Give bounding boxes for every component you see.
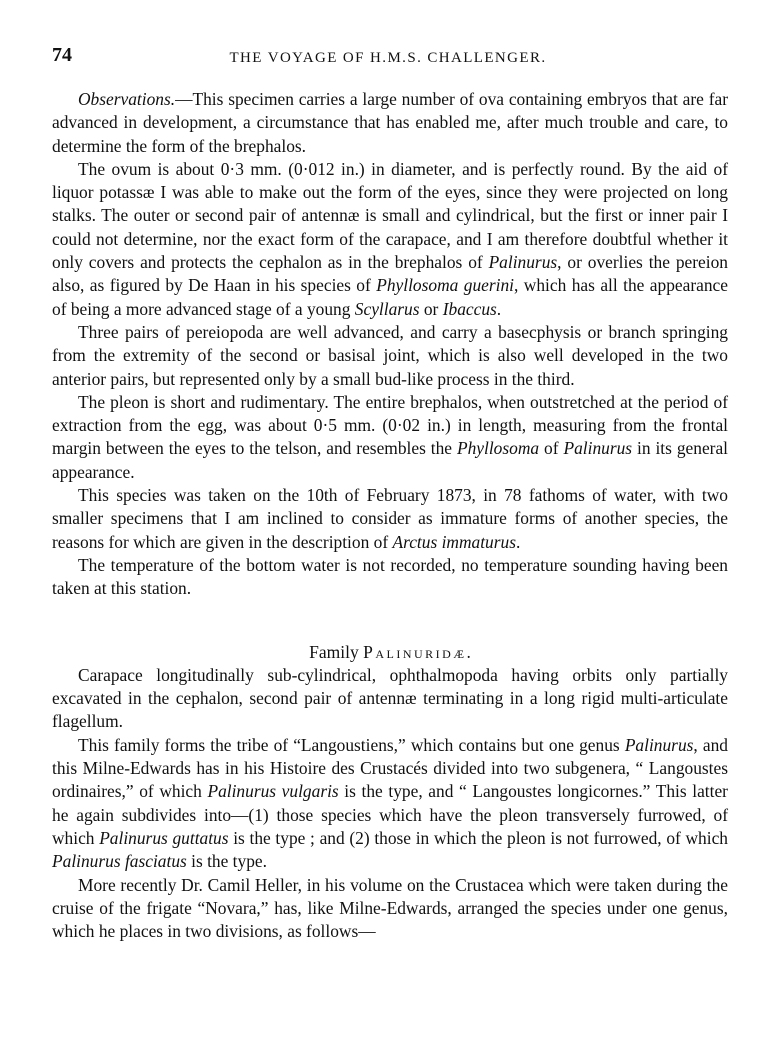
text-run: This species was taken on the 10th of February 1873, in 78 fathoms of water, with two smaller specimens that I am inclined to consider as immature forms of another species, the reasons for which are given in the description of — [52, 485, 728, 552]
text-run: . — [515, 531, 521, 552]
italic-text-run: Palinurus vulgaris — [207, 781, 339, 802]
body-text — [52, 88, 728, 943]
italic-text-run: Ibaccus — [442, 298, 497, 319]
section-heading — [52, 641, 728, 664]
text-run: Carapace longitudinally sub-cylindrical, ophthalmopoda having orbits only partially excavated in the cephalon, second pair of antennæ terminating in a long rigid multi-articulate flagellum. — [52, 664, 728, 732]
paragraph — [52, 874, 728, 944]
text-run: The ovum is about 0·3 mm. (0·012 in.) in diameter, and is perfectly round. By the aid of liquor potassæ I was able to make out the form of the eyes, since they were projected on long stalks. The outer or second pair of antennæ is small and cylindrical, but the first or inner pair I could not determine, nor the exact form of the carapace, and I am therefore doubtful whether it only covers and protects the cephalon as in the brephalos of — [52, 158, 728, 273]
page-header — [52, 44, 724, 70]
text-run: is the type. — [186, 851, 267, 872]
text-run: , and this Milne-Edwards has in his Histoire des Crustacés divided into two subgenera, “ Langoustes ordinaires,” of which — [52, 734, 728, 802]
text-run: is the type ; and (2) those in which the pleon is not furrowed, of which — [228, 827, 728, 848]
paragraph — [52, 734, 728, 874]
paragraph — [52, 554, 728, 601]
text-run: or — [419, 298, 443, 319]
italic-text-run: Palinurus — [488, 252, 558, 273]
italic-text-run: Arctus immaturus — [392, 531, 516, 552]
text-run: The temperature of the bottom water is not recorded, no temperature sounding having been taken at this station. — [52, 554, 728, 599]
page-number: 74 — [52, 44, 72, 66]
running-head: THE VOYAGE OF H.M.S. CHALLENGER. — [229, 50, 547, 66]
text-run: Three pairs of pereiopoda are well advanced, and carry a basecphysis or branch springing from the extremity of the second or basisal joint, which is also well developed in the two anterior pairs, but represented only by a small bud-like process in the third. — [52, 321, 728, 389]
paragraphs-bottom — [52, 664, 728, 944]
paragraph — [52, 321, 728, 391]
italic-text-run: Palinurus — [563, 438, 633, 459]
paragraphs-top — [52, 88, 728, 601]
paragraph — [52, 391, 728, 484]
italic-text-run: Scyllarus — [354, 298, 420, 319]
italic-text-run: Palinurus fasciatus — [52, 851, 187, 872]
paragraph — [52, 158, 728, 321]
text-run: —This specimen carries a large number of ova containing embryos that are far advanced in development, a circumstance that has enabled me, after much trouble and care, to determine the form of the brephalos. — [52, 89, 728, 156]
italic-text-run: Observations. — [78, 89, 176, 109]
text-run: . — [496, 298, 502, 319]
paragraph — [52, 88, 728, 158]
text-run: of — [539, 438, 564, 459]
section-spacer — [52, 601, 728, 641]
paragraph — [52, 484, 728, 554]
italic-text-run: Palinurus — [624, 734, 694, 755]
text-run: , which has all the appearance of being a more advanced stage of a young — [52, 275, 728, 319]
text-run: This family forms the tribe of “Langoustiens,” which contains but one genus — [78, 734, 625, 755]
text-run: , or overlies the pereion also, as figured by De Haan in his species of — [52, 252, 728, 296]
text-run: The pleon is short and rudimentary. The entire brephalos, when outstretched at the period of extraction from the egg, was about 0·5 mm. (0·02 in.) in length, measuring from the frontal margin between the eyes to the telson, and resembles the — [52, 391, 728, 459]
italic-text-run: Palinurus guttatus — [99, 827, 229, 848]
text-run: More recently Dr. Camil Heller, in his volume on the Crustacea which were taken during the cruise of the frigate “Novara,” has, like Milne-Edwards, arranged the species under one genus, which he places in two divisions, as follows— — [52, 874, 728, 942]
section-heading-prefix: Family — [309, 641, 364, 662]
italic-text-run: Phyllosoma guerini — [376, 275, 515, 296]
paragraph — [52, 664, 728, 734]
text-run: in its general appearance. — [52, 438, 729, 482]
section-heading-suffix: . — [466, 641, 471, 662]
text-run: is the type, and “ Langoustes longicornes.” This latter he again subdivides into—(1) those species which have the pleon transversely furrowed, of which — [52, 781, 728, 848]
section-heading-family-name: Palinuridæ — [363, 641, 467, 662]
italic-text-run: Phyllosoma — [456, 438, 540, 459]
